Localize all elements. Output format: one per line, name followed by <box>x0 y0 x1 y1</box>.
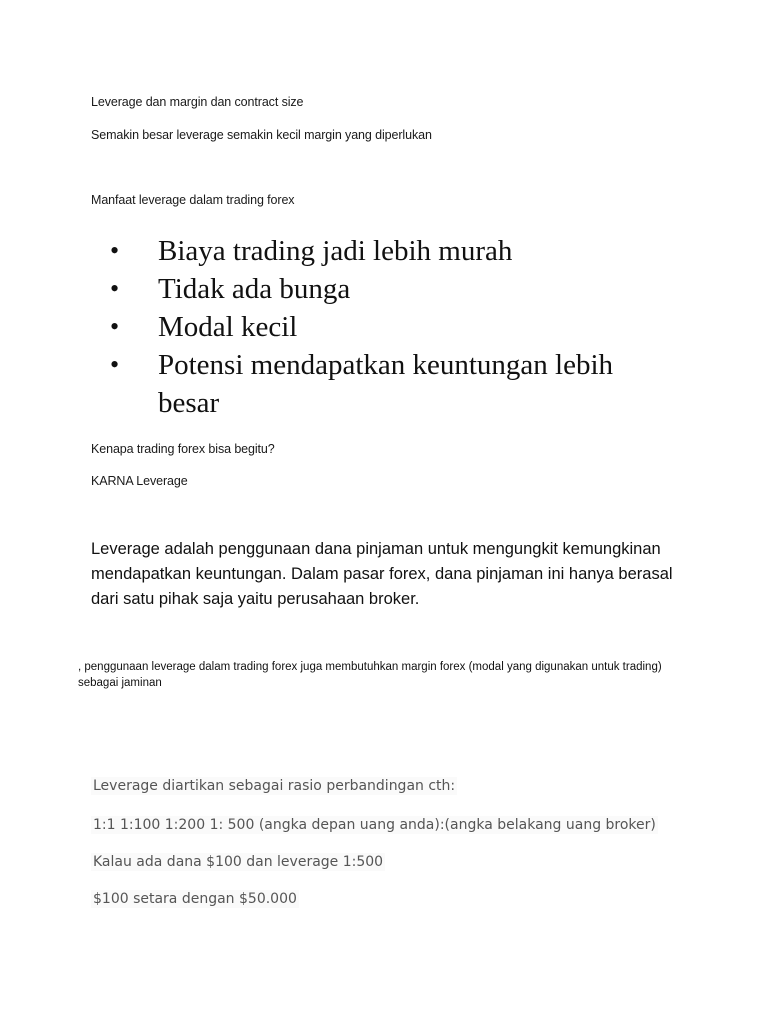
example-fund-leverage: Kalau ada dana $100 dan leverage 1:500 <box>93 854 384 870</box>
benefit-text: Biaya trading jadi lebih murah <box>158 235 513 267</box>
benefit-text: Modal kecil <box>158 311 298 343</box>
list-item <box>110 270 670 308</box>
benefit-text: Tidak ada bunga <box>158 273 351 305</box>
benefits-list <box>110 232 670 422</box>
list-item <box>110 232 670 270</box>
text-leverage-margin-relation: Semakin besar leverage semakin kecil margin yang diperlukan <box>91 128 432 142</box>
answer-text: KARNA Leverage <box>91 474 188 488</box>
example-equivalent: $100 setara dengan $50.000 <box>93 891 297 907</box>
margin-note: , penggunaan leverage dalam trading forex juga membutuhkan margin forex (modal yang digunakan untuk trading) sebagai jaminan <box>78 661 662 689</box>
question-text: Kenapa trading forex bisa begitu? <box>91 442 275 456</box>
bullet-icon: • <box>110 312 120 341</box>
benefit-text: Potensi mendapatkan keuntungan lebih besar <box>158 349 614 419</box>
leverage-definition: Leverage adalah penggunaan dana pinjaman untuk mengungkit kemungkinan mendapatkan keuntungan. Dalam pasar forex, dana pinjaman ini hanya berasal dari satu pihak saja yaitu perusahaan broker. <box>91 540 673 608</box>
bullet-icon: • <box>110 350 120 379</box>
bullet-icon: • <box>110 274 120 303</box>
ratio-definition: Leverage diartikan sebagai rasio perbandingan cth: <box>93 778 456 794</box>
bullet-icon: • <box>110 236 120 265</box>
list-item <box>110 346 670 422</box>
list-item <box>110 308 670 346</box>
ratio-examples: 1:1 1:100 1:200 1: 500 (angka depan uang anda):(angka belakang uang broker) <box>93 817 656 833</box>
heading-leverage-benefits: Manfaat leverage dalam trading forex <box>91 193 295 207</box>
heading-leverage-margin-contract: Leverage dan margin dan contract size <box>91 95 304 109</box>
